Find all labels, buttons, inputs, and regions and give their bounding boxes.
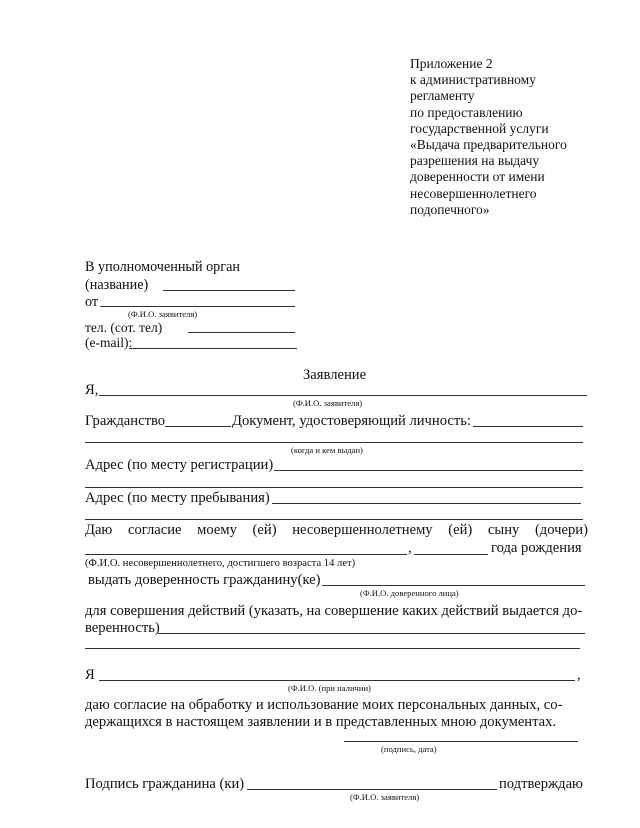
document-title: Заявление: [303, 367, 367, 383]
actions-field-2[interactable]: [85, 648, 580, 649]
addressee-to-body: В уполномоченный орган: [85, 259, 240, 275]
addressee-from-field[interactable]: [100, 306, 295, 307]
actions-field[interactable]: [158, 633, 585, 634]
consent-word: (дочери): [534, 522, 588, 538]
issue-poa-label: выдать доверенность гражданину(ке): [88, 572, 321, 588]
applicant-fio-field[interactable]: [99, 395, 587, 396]
id-document-field-2[interactable]: [85, 442, 583, 443]
signature-fio-hint: (Ф.И.О. заявителя): [350, 792, 420, 802]
personal-fio-field[interactable]: [99, 680, 575, 681]
addressee-phone-label: тел. (сот. тел): [85, 320, 163, 335]
birth-year-field[interactable]: [414, 554, 488, 555]
pd-consent-line-2: держащихся в настоящем заявлении и в представленных мною документах.: [85, 714, 557, 730]
appendix-line: Приложение 2: [410, 56, 493, 71]
fio-optional-hint: (Ф.И.О. (при наличии): [288, 683, 371, 693]
appendix-line: по предоставлению: [410, 104, 523, 120]
applicant-fio-hint: (Ф.И.О. заявителя): [293, 398, 363, 408]
consent-word: (ей): [252, 522, 277, 538]
appendix-line: регламенту: [410, 88, 475, 104]
consent-word: согласие: [127, 522, 182, 538]
trustee-fio-field[interactable]: [322, 585, 585, 586]
citizenship-field[interactable]: [165, 426, 231, 427]
birth-year-label: года рождения: [491, 540, 582, 556]
appendix-line: государственной услуги: [410, 120, 549, 136]
id-document-label: Документ, удостоверяющий личность:: [232, 413, 471, 429]
consent-line: [85, 521, 588, 539]
comma: ,: [408, 540, 412, 556]
minor-fio-hint: (Ф.И.О. несовершеннолетнего, достигшего возраста 14 лет): [85, 558, 356, 569]
addressee-name-label: (название): [85, 277, 149, 293]
minor-fio-field[interactable]: [85, 554, 407, 555]
actions-line-2: веренность): [85, 620, 160, 636]
addressee-fio-hint: (Ф.И.О. заявителя): [128, 309, 198, 319]
citizenship-label: Гражданство: [85, 413, 166, 429]
addressee-from-label: от: [85, 294, 99, 310]
consent-word: сыну: [487, 522, 520, 538]
sign-date-field[interactable]: [344, 741, 578, 742]
actions-line-1: для совершения действий (указать, на совершение каких действий выдается до-: [85, 603, 583, 619]
addressee-email-label: (e-mail):: [85, 335, 133, 350]
reg-address-field-2[interactable]: [85, 487, 583, 488]
i2-end: ,: [577, 667, 581, 683]
stay-address-field[interactable]: [272, 503, 581, 504]
appendix-line: разрешения на выдачу: [410, 153, 540, 169]
appendix-line: доверенности от имени: [410, 169, 545, 185]
consent-word: несовершеннолетнему: [292, 522, 433, 538]
issued-hint: (когда и кем выдан): [291, 445, 363, 455]
consent-word: моему: [197, 522, 237, 538]
reg-address-label: Адрес (по месту регистрации): [85, 457, 274, 473]
sign-date-hint: (подпись, дата): [381, 744, 437, 754]
id-document-field[interactable]: [473, 426, 583, 427]
reg-address-field[interactable]: [274, 470, 583, 471]
appendix-line: несовершеннолетнего: [410, 185, 537, 201]
citizen-signature-label: Подпись гражданина (ки): [85, 776, 245, 792]
i2-label: Я: [85, 667, 95, 683]
appendix-line: к административному: [410, 72, 536, 88]
addressee-phone-field[interactable]: [188, 332, 295, 333]
addressee-email-field[interactable]: [129, 348, 297, 349]
citizen-signature-field[interactable]: [247, 789, 497, 790]
appendix-line: подопечного»: [410, 201, 490, 217]
trustee-hint: (Ф.И.О. доверенного лица): [360, 588, 459, 598]
stay-address-field-2[interactable]: [85, 519, 583, 520]
stay-address-label: Адрес (по месту пребывания): [85, 490, 270, 506]
consent-word: Даю: [85, 522, 113, 538]
addressee-name-field[interactable]: [163, 290, 295, 291]
pd-consent-line-1: даю согласие на обработку и использование моих персональных данных, со-: [85, 697, 563, 713]
consent-word: (ей): [448, 522, 473, 538]
appendix-line: «Выдача предварительного: [410, 137, 567, 153]
i-label: Я,: [85, 382, 99, 398]
appendix-header: [410, 56, 610, 218]
confirm-label: подтверждаю: [499, 776, 583, 792]
